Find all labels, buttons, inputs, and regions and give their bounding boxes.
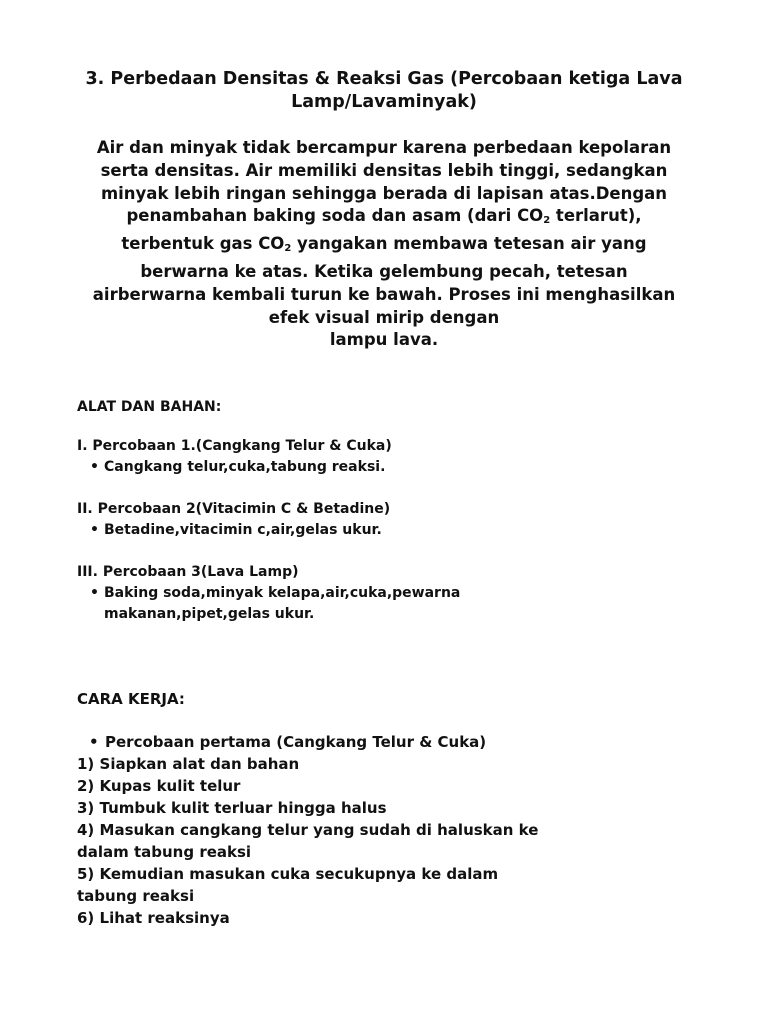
procedure-step-1: 1) Siapkan alat dan bahan [77,755,300,773]
procedure-steps [77,731,547,929]
bullet-icon: • [90,459,99,475]
procedure-step-2: 2) Kupas kulit telur [77,777,241,795]
procedure-subheading-text: Percobaan pertama (Cangkang Telur & Cuka) [105,733,487,751]
materials-group-2-list [90,520,530,541]
materials-group-1-list [90,457,530,478]
intro-line-5 [74,233,694,261]
materials-group-1-title: I. Percobaan 1.(Cangkang Telur & Cuka) [77,438,392,454]
intro-line-8: efek visual mirip dengan [268,307,500,327]
materials-group-3-list [90,583,510,625]
list-item-text: Betadine,vitacimin c,air,gelas ukur. [104,522,382,538]
intro-line-1: Air dan minyak tidak bercampur karena perbedaan kepolaran [96,138,672,157]
procedure-heading: CARA KERJA: [77,690,185,708]
section-title-line-1: 3. Perbedaan Densitas & Reaksi Gas (Percobaan ketiga Lava [85,69,683,89]
intro-line-5-text-a: terbentuk gas CO [121,234,285,254]
intro-line-5-text-b: yangakan membawa tetesan air yang [291,234,647,254]
section-title-line-2: Lamp/Lavaminyak) [291,92,477,112]
list-item-text: Cangkang telur,cuka,tabung reaksi. [104,459,386,475]
materials-group-2-title: II. Percobaan 2(Vitacimin C & Betadine) [77,501,391,517]
list-item-text: Baking soda,minyak kelapa,air,cuka,pewarna makanan,pipet,gelas ukur. [104,585,461,622]
intro-line-3: minyak lebih ringan sehingga berada di lapisan atas.Dengan [100,183,668,203]
intro-line-2: serta densitas. Air memiliki densitas lebih tinggi, sedangkan [100,160,668,180]
intro-line-7: airberwarna kembali turun ke bawah. Proses ini menghasilkan [92,284,676,304]
procedure-step-3: 3) Tumbuk kulit terluar hingga halus [77,799,387,817]
bullet-icon: • [90,585,99,601]
materials-group-3-title: III. Percobaan 3(Lava Lamp) [77,564,299,580]
section-title [84,68,684,114]
intro-line-4-text-b: terlarut), [550,206,642,226]
procedure-subheading [77,731,547,753]
list-item [90,520,530,541]
intro-line-4-text-a: penambahan baking soda dan asam (dari CO [126,206,544,226]
bullet-icon: • [89,733,99,751]
list-item [90,583,510,625]
materials-heading: ALAT DAN BAHAN: [77,399,222,415]
intro-line-6: berwarna ke atas. Ketika gelembung pecah, tetesan [140,261,628,281]
bullet-icon: • [90,522,99,538]
procedure-step-5: 5) Kemudian masukan cuka secukupnya ke dalam tabung reaksi [77,865,499,905]
intro-line-9: lampu lava. [329,330,439,350]
intro-line-5-subscript: 2 [284,243,292,255]
list-item [90,457,530,478]
intro-line-4-subscript: 2 [543,215,551,227]
intro-line-4 [74,205,694,233]
procedure-step-6: 6) Lihat reaksinya [77,909,230,927]
procedure-step-4: 4) Masukan cangkang telur yang sudah di haluskan ke dalam tabung reaksi [77,821,539,861]
intro-paragraph [74,137,694,352]
